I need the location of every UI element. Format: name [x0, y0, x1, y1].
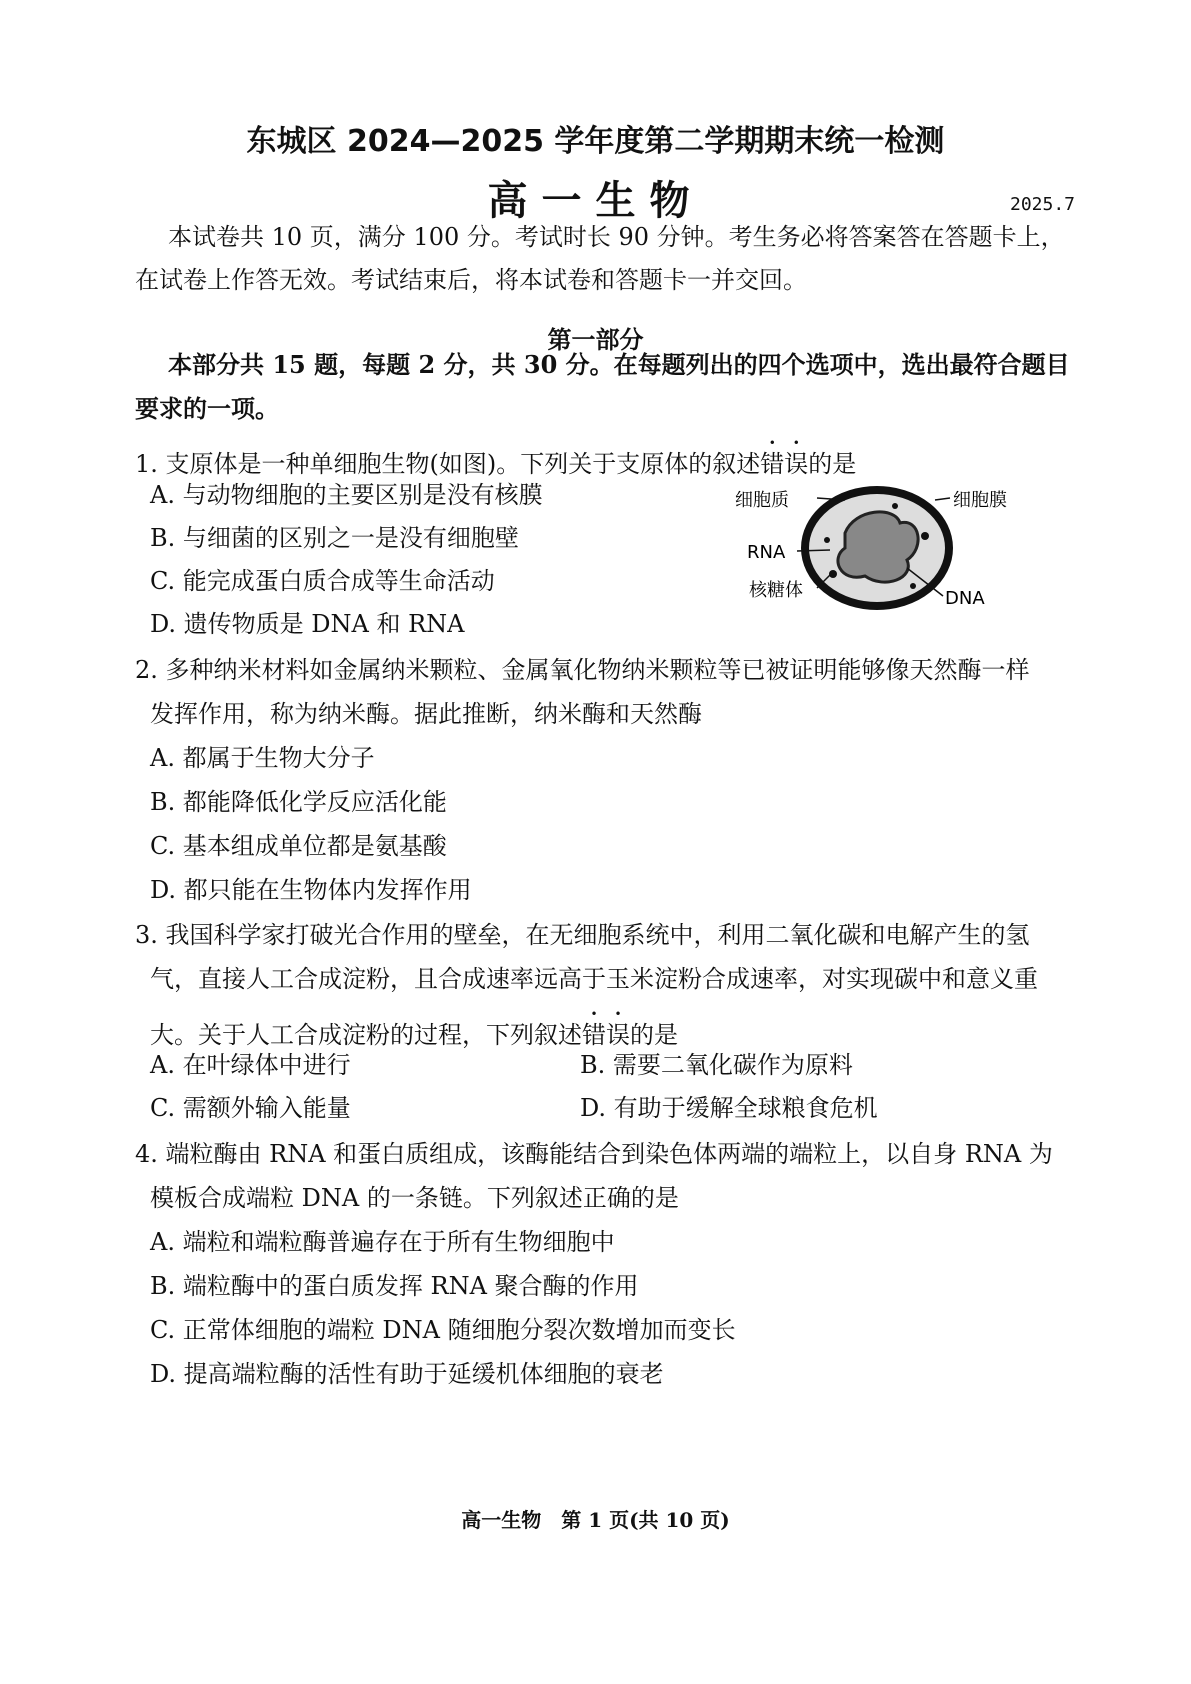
- ribosome-dot: [892, 503, 898, 509]
- q2-stem-line-1: 2. 多种纳米材料如金属纳米颗粒、金属氧化物纳米颗粒等已被证明能够像天然酶一样: [135, 656, 1030, 684]
- q1-option-b: B. 与细菌的区别之一是没有细胞壁: [150, 524, 519, 552]
- q1-option-c: C. 能完成蛋白质合成等生命活动: [150, 567, 495, 595]
- label-cytoplasm: 细胞质: [735, 490, 789, 511]
- label-dna: DNA: [945, 588, 985, 609]
- q3-option-a: A. 在叶绿体中进行: [150, 1051, 351, 1079]
- label-rna: RNA: [747, 542, 786, 563]
- q2-stem-line-2: 发挥作用，称为纳米酶。据此推断，纳米酶和天然酶: [150, 700, 702, 728]
- exam-title: 东城区 2024—2025 学年度第二学期期末统一检测: [246, 124, 945, 159]
- leader-rna: [797, 550, 830, 551]
- part-intro-line-2: 要求的一项。: [135, 394, 279, 423]
- q1-emphasis: 错误: [760, 450, 809, 478]
- instruction-line-2: 在试卷上作答无效。考试结束后，将本试卷和答题卡一并交回。: [135, 266, 807, 294]
- leader-membrane: [935, 498, 950, 500]
- q3-stem-line-1: 3. 我国科学家打破光合作用的壁垒，在无细胞系统中，利用二氧化碳和电解产生的氢: [135, 921, 1030, 949]
- q2-option-c: C. 基本组成单位都是氨基酸: [150, 832, 447, 860]
- q1-option-a: A. 与动物细胞的主要区别是没有核膜: [150, 481, 543, 509]
- q3-stem-line-3: 大。关于人工合成淀粉的过程，下列叙述错误的是: [150, 1021, 678, 1049]
- q4-option-b: B. 端粒酶中的蛋白质发挥 RNA 聚合酶的作用: [150, 1272, 639, 1300]
- q4-stem-line-1: 4. 端粒酶由 RNA 和蛋白质组成，该酶能结合到染色体两端的端粒上，以自身 RNA 为: [135, 1140, 1053, 1168]
- part-intro-line-1: 本部分共 15 题，每题 2 分，共 30 分。在每题列出的四个选项中，选出最符合题目: [168, 350, 1070, 379]
- q2-option-b: B. 都能降低化学反应活化能: [150, 788, 447, 816]
- page-footer: 高一生物 第 1 页(共 10 页): [461, 1508, 730, 1532]
- label-membrane: 细胞膜: [953, 490, 1007, 511]
- q1-stem: 1. 支原体是一种单细胞生物(如图)。下列关于支原体的叙述错误的是: [135, 450, 857, 478]
- mycoplasma-diagram: [735, 478, 1035, 628]
- q3-option-d: D. 有助于缓解全球粮食危机: [580, 1094, 878, 1122]
- subject-title: 高一生物: [487, 177, 704, 224]
- q4-stem-line-2: 模板合成端粒 DNA 的一条链。下列叙述正确的是: [150, 1184, 679, 1212]
- q3-emphasis: 错误: [582, 1021, 630, 1049]
- ribosome-dot: [910, 583, 916, 589]
- ribosome-dot: [824, 537, 830, 543]
- q3-stem-line-2: 气，直接人工合成淀粉，且合成速率远高于玉米淀粉合成速率，对实现碳中和意义重: [150, 965, 1038, 993]
- q3-option-b: B. 需要二氧化碳作为原料: [580, 1051, 853, 1079]
- q4-option-c: C. 正常体细胞的端粒 DNA 随细胞分裂次数增加而变长: [150, 1316, 736, 1344]
- label-ribosome: 核糖体: [749, 580, 803, 601]
- q2-option-a: A. 都属于生物大分子: [150, 744, 375, 772]
- part-heading: 第一部分: [547, 325, 644, 354]
- q4-option-d: D. 提高端粒酶的活性有助于延缓机体细胞的衰老: [150, 1360, 664, 1388]
- q4-option-a: A. 端粒和端粒酶普遍存在于所有生物细胞中: [150, 1228, 615, 1256]
- q1-option-d: D. 遗传物质是 DNA 和 RNA: [150, 610, 465, 638]
- exam-date: 2025.7: [1010, 194, 1076, 215]
- instruction-line-1: 本试卷共 10 页，满分 100 分。考试时长 90 分钟。考生务必将答案答在答题卡上，: [168, 223, 1065, 251]
- q3-option-c: C. 需额外输入能量: [150, 1094, 351, 1122]
- ribosome-dot: [921, 532, 929, 540]
- q2-option-d: D. 都只能在生物体内发挥作用: [150, 876, 472, 904]
